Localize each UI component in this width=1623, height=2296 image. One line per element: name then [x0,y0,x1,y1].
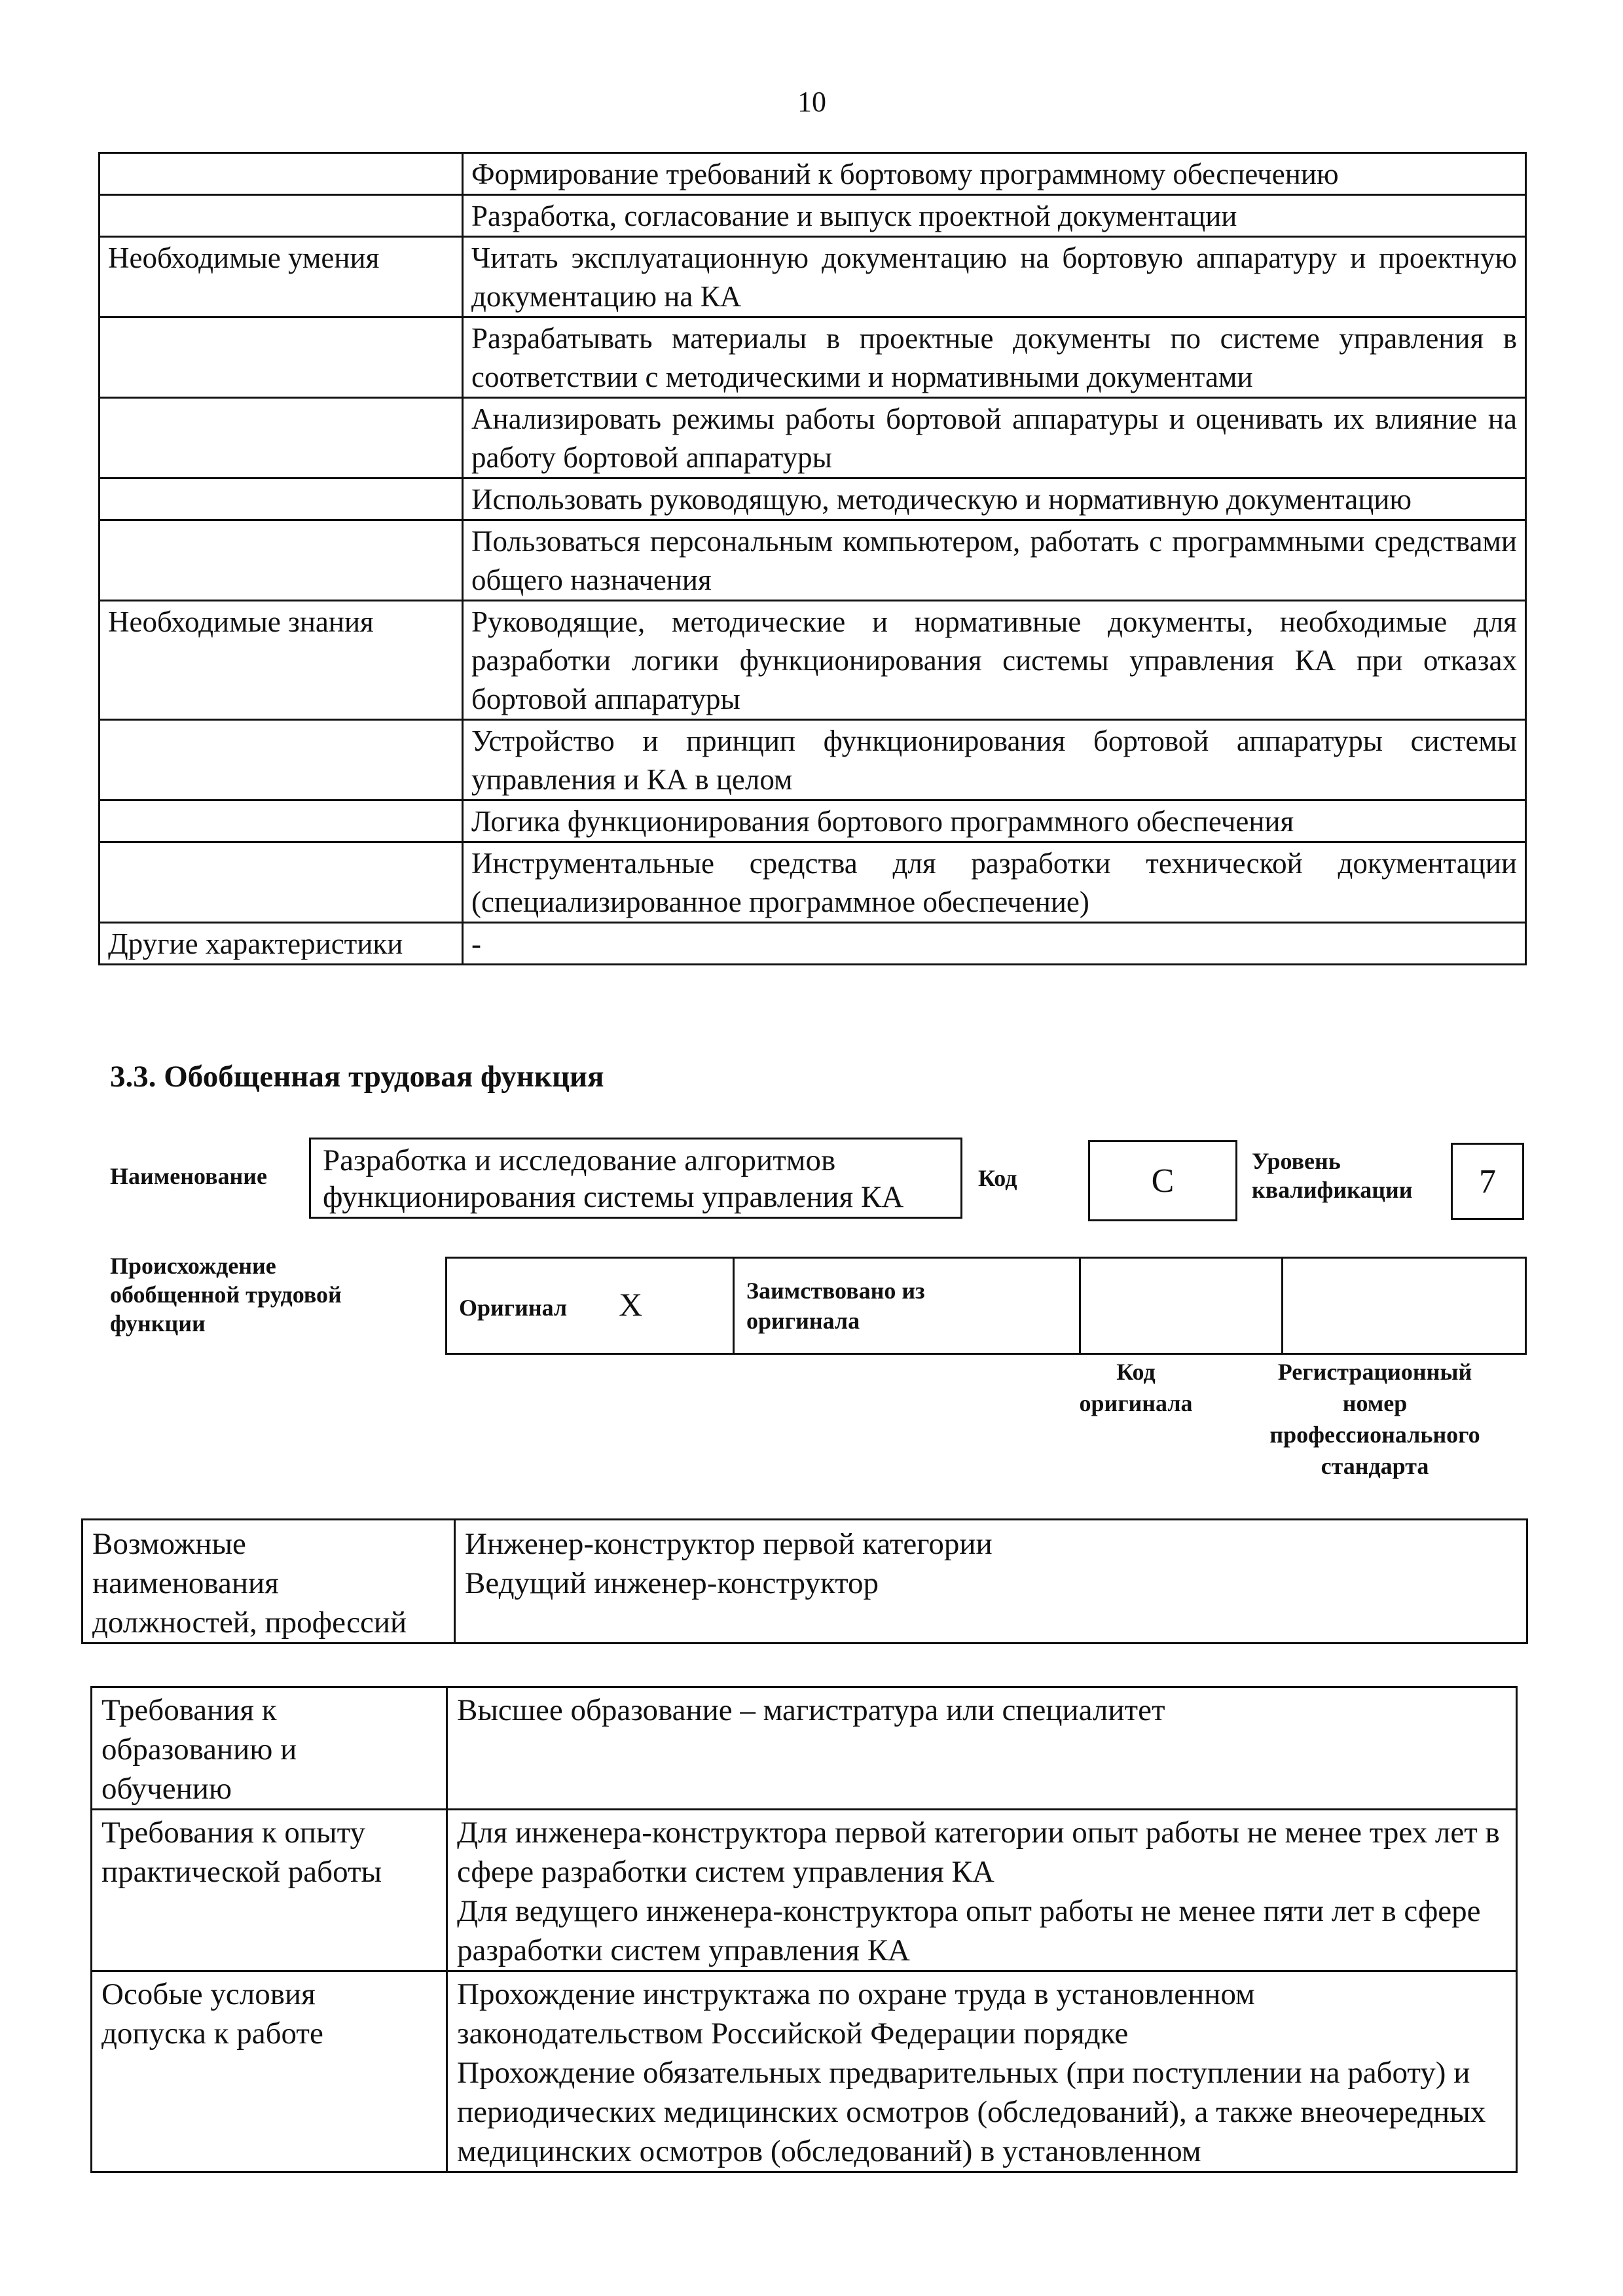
page-number: 10 [797,86,826,118]
origin-label-line-1: Происхождение [110,1253,276,1279]
code-value-box [1088,1140,1237,1221]
table-row [92,1687,1517,1810]
experience-value [447,1810,1517,1971]
row-label [100,398,463,478]
admission-value [447,1971,1517,2172]
code-caption-line-2: оригинала [1079,1390,1193,1416]
row-label [100,720,463,800]
origin-label [110,1251,342,1338]
skills-knowledge-table [98,152,1527,965]
table-row [100,237,1526,317]
reg-caption-line-2: номер [1342,1390,1408,1416]
level-value-box [1451,1143,1524,1220]
row-label [100,478,463,520]
admission-label-line-1: Особые условия [101,1977,316,2011]
row-text: Пользоваться персональным компьютером, работать с программными средствами общего назначения [463,520,1526,601]
table-row [82,1520,1527,1643]
table-row [100,478,1526,520]
original-mark: X [619,1285,643,1323]
row-text: Использовать руководящую, методическую и нормативную документацию [463,478,1526,520]
registration-number-cell [1283,1258,1526,1354]
table-row [100,317,1526,398]
borrowed-label-line-2: оригинала [746,1308,860,1334]
experience-label-line-2: практической работы [101,1855,382,1889]
row-text: Разработка, согласование и выпуск проектной документации [463,195,1526,237]
row-label [100,800,463,842]
row-text: Разрабатывать материалы в проектные документы по системе управления в соответствии с методическими и нормативными документами [463,317,1526,398]
education-label-line-3: обучению [101,1772,232,1806]
table-row [100,195,1526,237]
experience-label [92,1810,447,1971]
row-label: Необходимые знания [100,601,463,720]
table-row [100,923,1526,965]
table-row [92,1810,1517,1971]
table-row [100,398,1526,478]
row-label [100,153,463,195]
original-code-cell [1080,1258,1283,1354]
original-label: Оригинал [459,1294,568,1321]
table-row [100,720,1526,800]
origin-table [445,1257,1527,1355]
job-title-1: Инженер-конструктор первой категории [465,1527,993,1561]
education-value: Высшее образование – магистратура или специалитет [447,1687,1517,1810]
reg-caption-line-3: профессионального [1269,1422,1480,1448]
admission-value-2: Прохождение обязательных предварительных (при поступлении на работу) и периодических медицинских осмотров (обследований), а также внеочередных медицинских осмотров (обследований) в установленном [457,2056,1486,2168]
education-label-line-1: Требования к [101,1693,277,1727]
education-label-line-2: образованию и [101,1732,297,1767]
reg-caption-line-1: Регистрационный [1277,1359,1472,1385]
code-label: Код [978,1165,1017,1191]
code-value: C [1151,1162,1175,1200]
row-text: Инструментальные средства для разработки технической документации (специализированное программное обеспечение) [463,842,1526,923]
original-cell [447,1258,734,1354]
level-value: 7 [1479,1162,1496,1200]
table-row [100,800,1526,842]
level-label [1252,1147,1413,1204]
name-value: Разработка и исследование алгоритмов функционирования системы управления КА [323,1143,904,1214]
job-titles-label [82,1520,455,1643]
row-text: Устройство и принцип функционирования бортовой аппаратуры системы управления и КА в целом [463,720,1526,800]
row-label [100,195,463,237]
row-label [100,317,463,398]
experience-label-line-1: Требования к опыту [101,1816,366,1850]
job-titles-label-line-2: наименования [92,1566,279,1600]
admission-value-1: Прохождение инструктажа по охране труда в установленном законодательством Российской Федерации порядке [457,1977,1255,2051]
row-text: Анализировать режимы работы бортовой аппаратуры и оценивать их влияние на работу бортовой аппаратуры [463,398,1526,478]
reg-caption-line-4: стандарта [1321,1453,1429,1479]
table-row [100,520,1526,601]
borrowed-label-line-1: Заимствовано из [746,1278,925,1304]
table-row [92,1971,1517,2172]
admission-label-line-2: допуска к работе [101,2017,323,2051]
table-row [100,153,1526,195]
name-label: Наименование [110,1163,267,1189]
experience-value-2: Для ведущего инженера-конструктора опыт работы не менее пяти лет в сфере разработки систем управления КА [457,1894,1481,1967]
row-label: Другие характеристики [100,923,463,965]
name-value-box [309,1138,962,1219]
row-text: - [463,923,1526,965]
job-title-2: Ведущий инженер-конструктор [465,1566,879,1600]
row-text: Логика функционирования бортового программного обеспечения [463,800,1526,842]
original-code-caption [1048,1356,1224,1419]
section-title: 3.3. Обобщенная трудовая функция [110,1060,604,1094]
experience-value-1: Для инженера-конструктора первой категории опыт работы не менее трех лет в сфере разработки систем управления КА [457,1816,1500,1889]
admission-label [92,1971,447,2172]
requirements-table [90,1686,1518,2173]
code-caption-line-1: Код [1116,1359,1156,1385]
table-row [100,842,1526,923]
borrowed-cell [734,1258,1080,1354]
origin-label-line-2: обобщенной трудовой [110,1282,342,1308]
row-label: Необходимые умения [100,237,463,317]
registration-number-caption [1231,1356,1519,1482]
job-titles-label-line-3: должностей, профессий [92,1605,407,1640]
job-titles-values [455,1520,1527,1643]
level-label-line-1: Уровень [1252,1148,1341,1174]
level-label-line-2: квалификации [1252,1177,1413,1203]
origin-label-line-3: функции [110,1310,206,1336]
row-text: Руководящие, методические и нормативные документы, необходимые для разработки логики функционирования системы управления КА при отказах бортовой аппаратуры [463,601,1526,720]
row-text: Читать эксплуатационную документацию на бортовую аппаратуру и проектную документацию на КА [463,237,1526,317]
row-label [100,520,463,601]
education-label [92,1687,447,1810]
job-titles-table [81,1518,1528,1644]
job-titles-label-line-1: Возможные [92,1527,246,1561]
row-label [100,842,463,923]
table-row [100,601,1526,720]
row-text: Формирование требований к бортовому программному обеспечению [463,153,1526,195]
